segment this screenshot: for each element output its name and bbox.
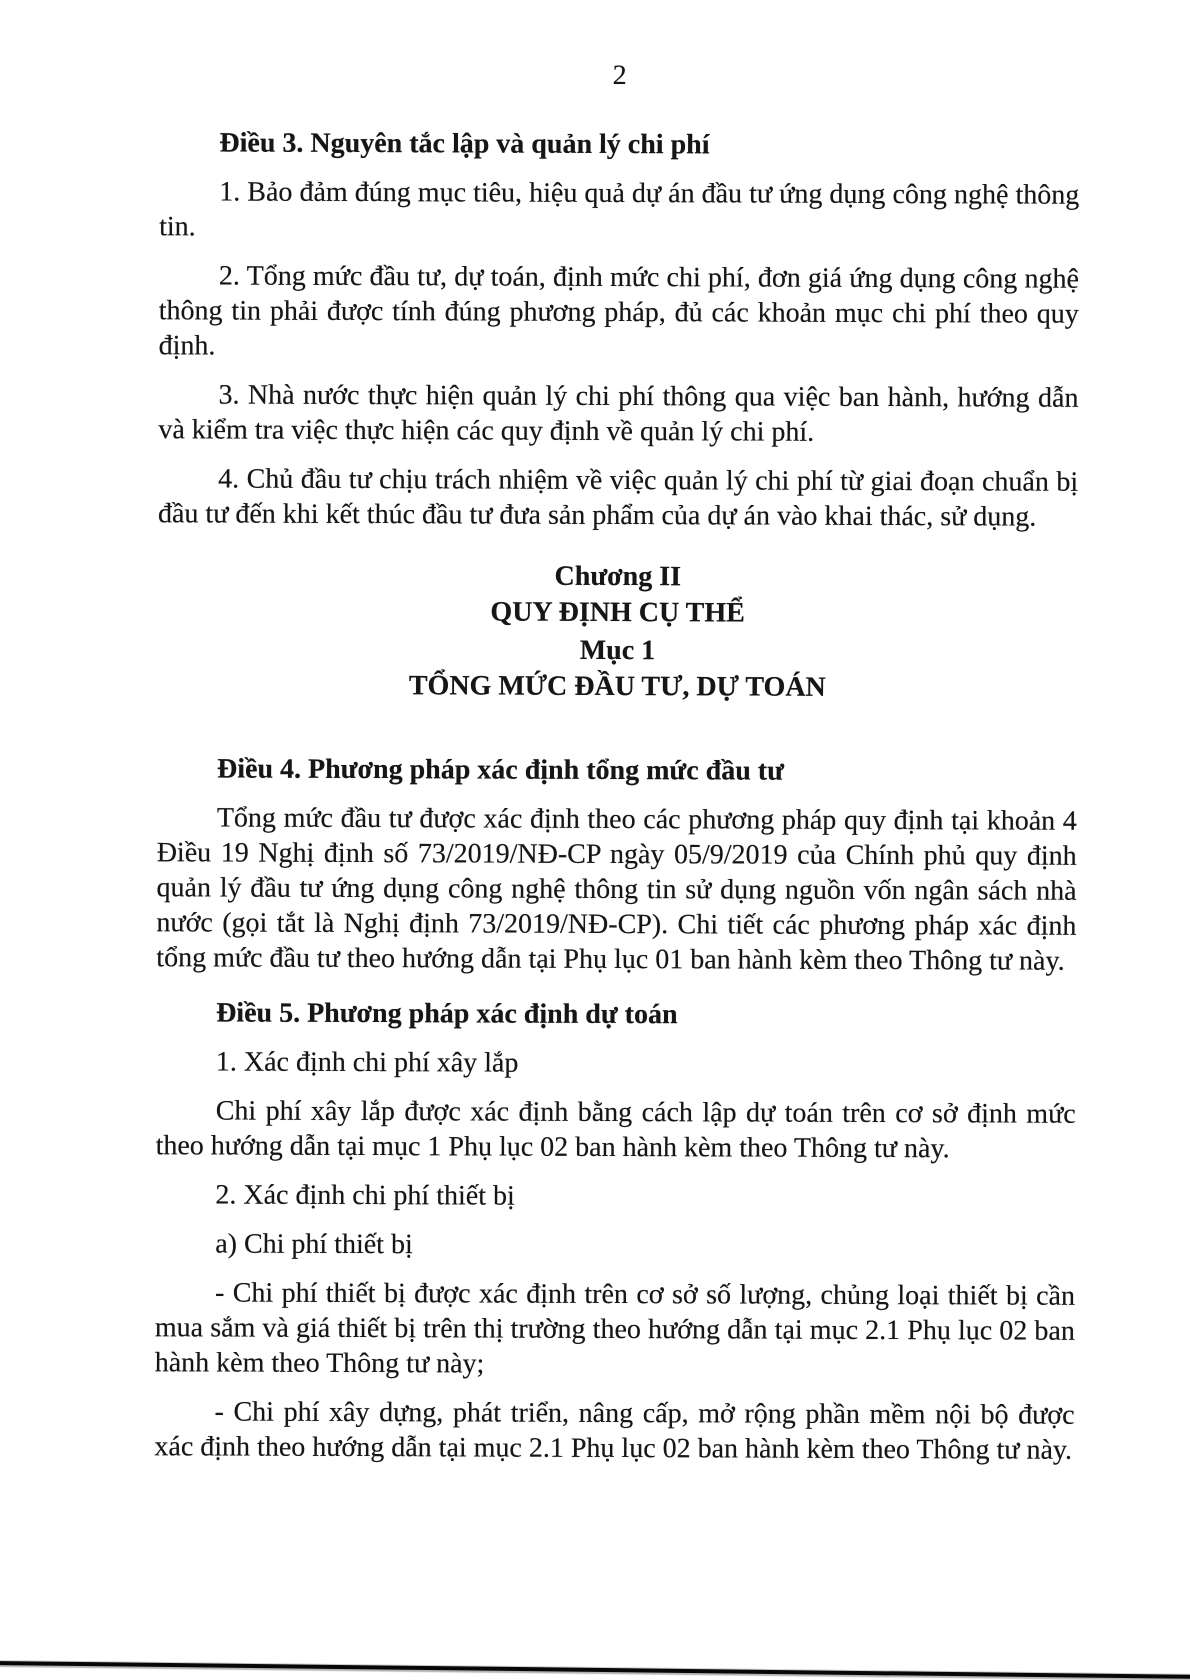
paragraph-equipment-cost-detail: - Chi phí thiết bị được xác định trên cơ sở số lượng, chủng loại thiết bị cần mua sắm và giá thiết bị trên thị trường theo hướng dẫn tại mục 2.1 Phụ lục 02 ban hành kèm theo Thông tư này;: [154, 1277, 1076, 1380]
paragraph-total-investment: Tổng mức đầu tư được xác định theo các phương pháp quy định tại khoản 4 Điều 19 Nghị định số 73/2019/NĐ-CP ngày 05/9/2019 của Chính phủ quy định quản lý đầu tư ứng dụng công nghệ thông tin sử dụng nguồn vốn ngân sách nhà nước (gọi tắt là Nghị định 73/2019/NĐ-CP). Chi tiết các phương pháp xác định tổng mức đầu tư theo hướng dẫn tại Phụ lục 01 ban hành kèm theo Thông tư này.: [156, 802, 1077, 977]
article-heading-dieu-4: Điều 4. Phương pháp xác định tổng mức đầu tư: [216, 753, 785, 787]
section-title: TỔNG MỨC ĐẦU TƯ, DỰ TOÁN: [408, 670, 826, 703]
article-heading-dieu-3: Điều 3. Nguyên tắc lập và quản lý chi phí: [219, 127, 710, 161]
chapter-label: Chương II: [554, 560, 682, 593]
article-heading-dieu-5: Điều 5. Phương pháp xác định dự toán: [216, 997, 678, 1031]
section-label: Mục 1: [579, 634, 656, 667]
paragraph-principle-2: 2. Tổng mức đầu tư, dự toán, định mức chi phí, đơn giá ứng dụng công nghệ thông tin phải được tính đúng phương pháp, đủ các khoản mục chi phí theo quy định.: [158, 260, 1079, 362]
chapter-title: QUY ĐỊNH CỤ THỂ: [490, 596, 745, 629]
paragraph-principle-4: 4. Chủ đầu tư chịu trách nhiệm về việc quản lý chi phí từ giai đoạn chuẩn bị đầu tư đến khi kết thúc đầu tư đưa sản phẩm của dự án vào khai thác, sử dụng.: [157, 463, 1079, 533]
item-a-equipment-cost: a) Chi phí thiết bị: [215, 1228, 413, 1261]
paragraph-software-cost-detail: - Chi phí xây dựng, phát triển, nâng cấp, mở rộng phần mềm nội bộ được xác định theo hướng dẫn tại mục 2.1 Phụ lục 02 ban hành kèm theo Thông tư này.: [154, 1396, 1075, 1466]
page-number: 2: [612, 59, 627, 92]
paragraph-principle-3: 3. Nhà nước thực hiện quản lý chi phí thông qua việc ban hành, hướng dẫn và kiểm tra việc thực hiện các quy định về quản lý chi phí.: [158, 379, 1079, 448]
scan-edge-line: [0, 1661, 1190, 1679]
item-1-construction-cost: 1. Xác định chi phí xây lắp: [215, 1046, 519, 1079]
paragraph-principle-1: 1. Bảo đảm đúng mục tiêu, hiệu quả dự án đầu tư ứng dụng công nghệ thông tin.: [159, 176, 1080, 243]
paragraph-construction-cost: Chi phí xây lắp được xác định bằng cách lập dự toán trên cơ sở định mức theo hướng dẫn tại mục 1 Phụ lục 02 ban hành kèm theo Thông tư này.: [155, 1095, 1076, 1165]
item-2-equipment-cost: 2. Xác định chi phí thiết bị: [215, 1179, 515, 1212]
page-content: [154, 0, 1080, 1468]
